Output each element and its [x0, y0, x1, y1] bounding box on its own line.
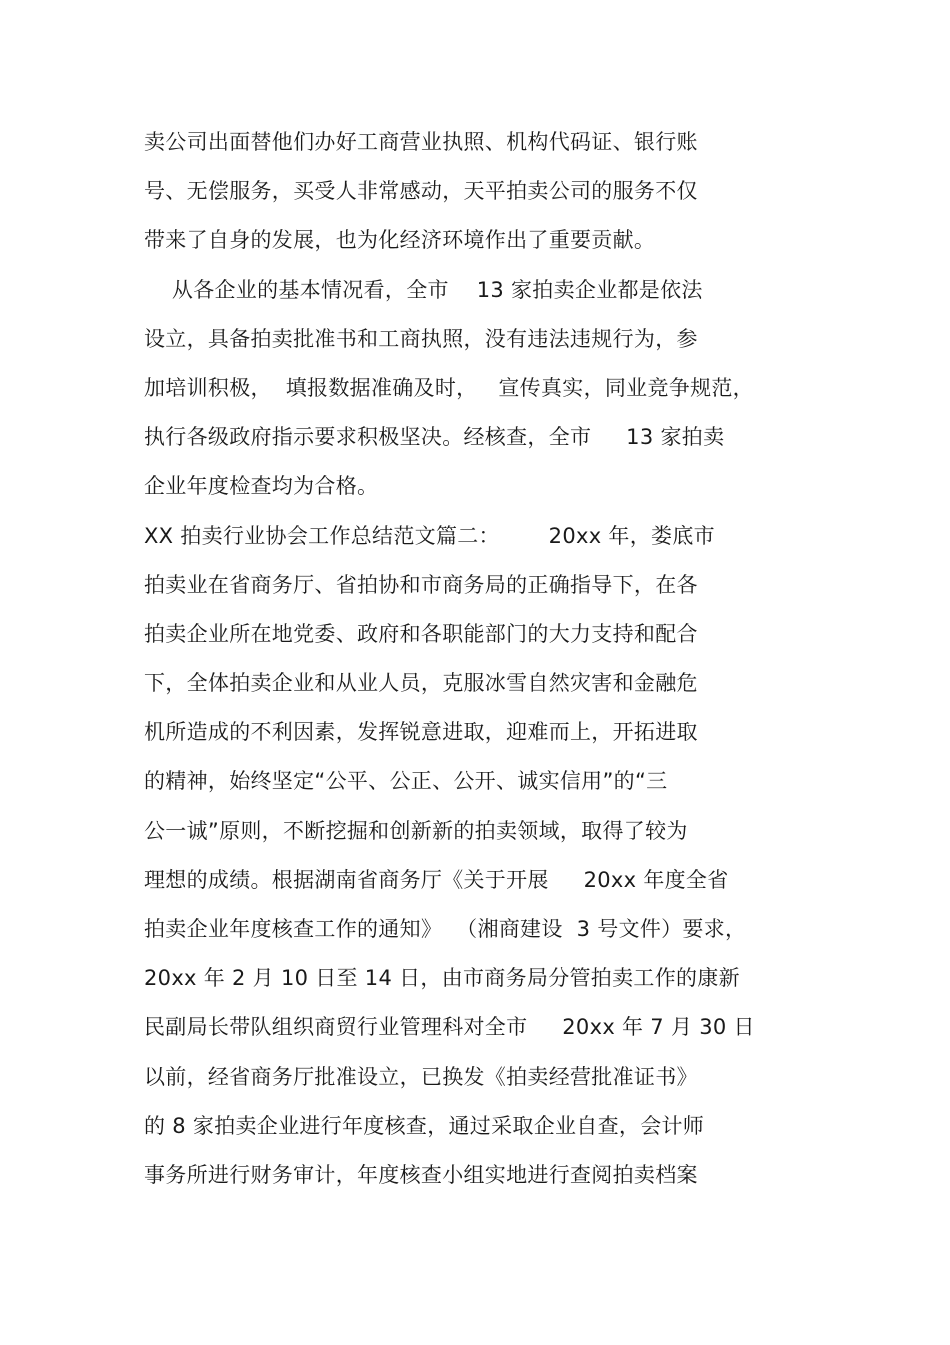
text-line: 加培训积极， 填报数据准确及时， 宣传真实，同业竞争规范，	[144, 375, 754, 400]
text-line: 企业年度检查均为合格。	[144, 474, 379, 499]
body-text	[144, 118, 824, 1200]
text-line: 事务所进行财务审计，年度核查小组实地进行查阅拍卖档案	[144, 1162, 698, 1187]
text-line: 的精神，始终坚定“公平、公正、公开、诚实信用”的“三	[144, 769, 668, 794]
text-line: 拍卖业在省商务厅、省拍协和市商务局的正确指导下，在各	[144, 572, 698, 597]
text-line: 的 8 家拍卖企业进行年度核查，通过采取企业自查，会计师	[144, 1113, 705, 1138]
text-line: 卖公司出面替他们办好工商营业执照、机构代码证、银行账	[144, 130, 698, 154]
section-heading-line: XX 拍卖行业协会工作总结范文篇二： 20xx 年，娄底市	[144, 523, 715, 548]
text-line: 号、无偿服务，买受人非常感动，天平拍卖公司的服务不仅	[144, 179, 698, 204]
text-line: 以前，经省商务厅批准设立，已换发《拍卖经营批准证书》	[144, 1064, 698, 1089]
text-line: 带来了自身的发展，也为化经济环境作出了重要贡献。	[144, 228, 656, 253]
text-line: 从各企业的基本情况看，全市 13 家拍卖企业都是依法	[144, 277, 703, 302]
text-line: 理想的成绩。根据湖南省商务厅《关于开展 20xx 年度全省	[144, 867, 729, 892]
text-line: 机所造成的不利因素，发挥锐意进取，迎难而上，开拓进取	[144, 720, 698, 745]
text-line: 执行各级政府指示要求积极坚决。经核查，全市 13 家拍卖	[144, 425, 725, 450]
text-line: 公一诚”原则，不断挖掘和创新新的拍卖领域，取得了较为	[144, 818, 688, 843]
text-line: 20xx 年 2 月 10 日至 14 日，由市商务局分管拍卖工作的康新	[144, 966, 740, 991]
text-line: 下，全体拍卖企业和从业人员，克服冰雪自然灾害和金融危	[144, 671, 698, 696]
text-line: 拍卖企业年度核查工作的通知》 （湘商建设 3 号文件）要求，	[144, 917, 747, 941]
text-line: 设立，具备拍卖批准书和工商执照，没有违法违规行为，参	[144, 326, 698, 351]
text-line: 拍卖企业所在地党委、政府和各职能部门的大力支持和配合	[144, 621, 698, 646]
text-line: 民副局长带队组织商贸行业管理科对全市 20xx 年 7 月 30 日	[144, 1015, 755, 1040]
